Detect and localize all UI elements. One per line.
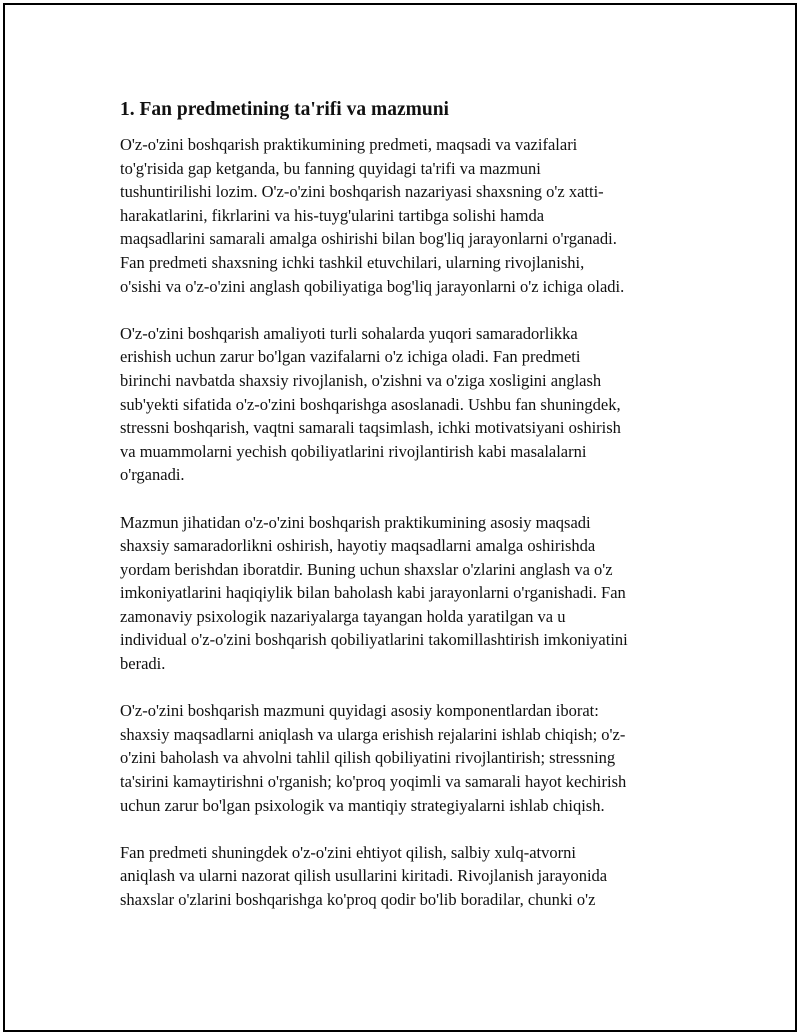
text-line: Fan predmeti shuningdek o'z-o'zini ehtiyot qilish, salbiy xulq-atvorni xyxy=(120,842,576,862)
text-line: shaxslar o'zlarini boshqarishga ko'proq qodir bo'lib boradilar, chunki o'z xyxy=(120,890,596,909)
paragraph-3 xyxy=(120,511,700,676)
paragraph-5 xyxy=(120,841,700,912)
text-line: va muammolarni yechish qobiliyatlarini rivojlantirish kabi masalalarni xyxy=(120,441,587,461)
text-line: O'z-o'zini boshqarish praktikumining predmeti, maqsadi va vazifalari xyxy=(120,135,578,154)
text-line: ta'sirini kamaytirishni o'rganish; ko'proq yoqimli va samarali hayot kechirish xyxy=(120,772,627,792)
text-line: o'rganadi. xyxy=(120,465,185,485)
text-line: O'z-o'zini boshqarish mazmuni quyidagi asosiy komponentlardan iborat: xyxy=(120,701,599,721)
text-line: zamonaviy psixologik nazariyalarga tayangan holda yaratilgan va u xyxy=(120,606,566,626)
text-line: o'sishi va o'z-o'zini anglash qobiliyatiga bog'liq jarayonlarni o'z ichiga oladi. xyxy=(120,276,625,296)
text-line: beradi. xyxy=(120,654,166,674)
document-page xyxy=(3,3,797,1032)
text-line: individual o'z-o'zini boshqarish qobiliyatlarini takomillashtirish imkoniyatini xyxy=(120,630,628,650)
document-content xyxy=(120,97,700,935)
paragraph-2 xyxy=(120,322,700,487)
text-line: shaxsiy maqsadlarni aniqlash va ularga erishish rejalarini ishlab chiqish; o'z- xyxy=(120,724,626,744)
text-line: birinchi navbatda shaxsiy rivojlanish, o'zishni va o'ziga xosligini anglash xyxy=(120,370,602,390)
text-line: imkoniyatlarini haqiqiylik bilan baholash kabi jarayonlarni o'rganishadi. Fan xyxy=(120,583,626,603)
text-line: aniqlash va ularni nazorat qilish usullarini kiritadi. Rivojlanish jarayonida xyxy=(120,866,608,886)
section-heading: 1. Fan predmetining ta'rifi va mazmuni xyxy=(120,99,449,120)
text-line: Mazmun jihatidan o'z-o'zini boshqarish praktikumining asosiy maqsadi xyxy=(120,512,591,532)
text-line: O'z-o'zini boshqarish amaliyoti turli sohalarda yuqori samaradorlikka xyxy=(120,323,578,343)
text-line: to'g'risida gap ketganda, bu fanning quyidagi ta'rifi va mazmuni xyxy=(120,158,541,178)
text-line: maqsadlarini samarali amalga oshirishi bilan bog'liq jarayonlarni o'rganadi. xyxy=(120,229,617,249)
text-line: yordam berishdan iboratdir. Buning uchun shaxslar o'zlarini anglash va o'z xyxy=(120,559,613,579)
text-line: shaxsiy samaradorlikni oshirish, hayotiy maqsadlarni amalga oshirishda xyxy=(120,536,596,556)
text-line: erishish uchun zarur bo'lgan vazifalarni o'z ichiga oladi. Fan predmeti xyxy=(120,347,581,367)
text-line: Fan predmeti shaxsning ichki tashkil etuvchilari, ularning rivojlanishi, xyxy=(120,252,585,272)
paragraph-4 xyxy=(120,699,700,817)
text-line: sub'yekti sifatida o'z-o'zini boshqarishga asoslanadi. Ushbu fan shuningdek, xyxy=(120,394,621,414)
paragraph-1 xyxy=(120,133,700,298)
text-line: tushuntirilishi lozim. O'z-o'zini boshqarish nazariyasi shaxsning o'z xatti- xyxy=(120,182,604,202)
text-line: harakatlarini, fikrlarini va his-tuyg'ularini tartibga solishi hamda xyxy=(120,205,545,225)
text-line: stressni boshqarish, vaqtni samarali taqsimlash, ichki motivatsiyani oshirish xyxy=(120,418,621,438)
text-line: o'zini baholash va ahvolni tahlil qilish qobiliyatini rivojlantirish; stressning xyxy=(120,748,616,768)
text-line: uchun zarur bo'lgan psixologik va mantiqiy strategiyalarni ishlab chiqish. xyxy=(120,795,605,815)
